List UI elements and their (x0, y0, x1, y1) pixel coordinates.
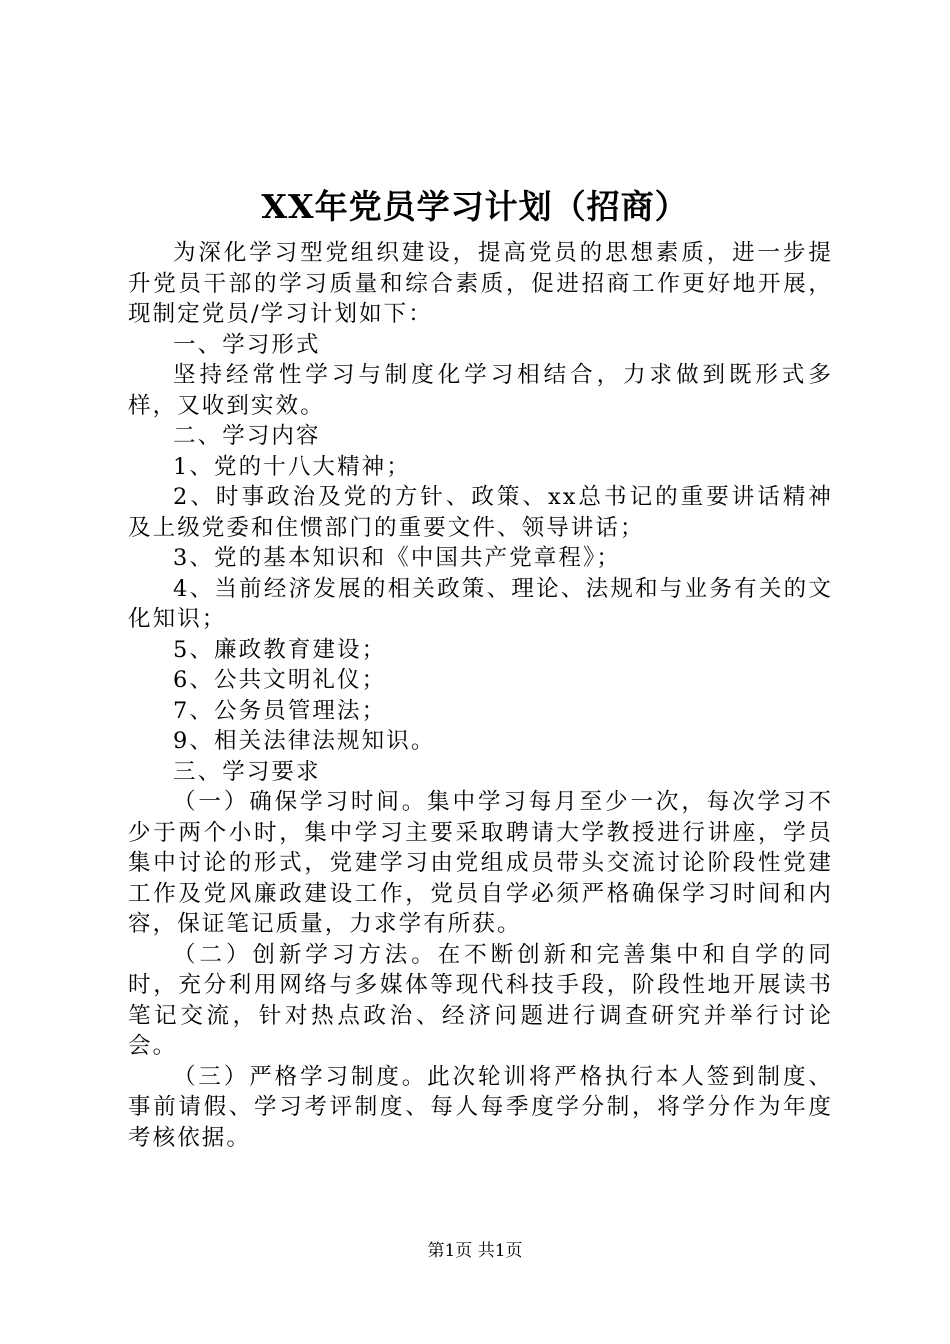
form-paragraph: 坚持经常性学习与制度化学习相结合，力求做到既形式多样，又收到实效。 (128, 362, 833, 419)
content-item-3: 3、党的基本知识和《中国共产党章程》； (173, 545, 621, 571)
section-heading-content: 二、学习内容 (173, 423, 321, 449)
content-item-6: 6、公共文明礼仪； (173, 667, 387, 693)
content-item-1: 1、党的十八大精神； (173, 453, 411, 480)
requirement-2-paragraph: （二）创新学习方法。在不断创新和完善集中和自学的同时，充分利用网络与多媒体等现代科技手段，阶段性地开展读书笔记交流，针对热点政治、经济问题进行调查研究并举行讨论会。 (128, 941, 833, 1059)
intro-paragraph: 为深化学习型党组织建设，提高党员的思想素质，进一步提升党员干部的学习质量和综合素质，促进招商工作更好地开展，现制定党员/学习计划如下： (128, 240, 833, 327)
content-item-4: 4、当前经济发展的相关政策、理论、法规和与业务有关的文化知识； (128, 575, 833, 632)
content-item-5: 5、廉政教育建设； (173, 636, 387, 663)
page-number-footer: 第1页 共1页 (427, 1241, 523, 1261)
section-heading-requirements: 三、学习要求 (173, 758, 321, 785)
content-item-2: 2、时事政治及党的方针、政策、xx总书记的重要讲话精神及上级党委和住惯部门的重要文件、领导讲话； (128, 484, 833, 541)
requirement-3-paragraph: （三）严格学习制度。此次轮训将严格执行本人签到制度、事前请假、学习考评制度、每人每季度学分制，将学分作为年度考核依据。 (128, 1063, 833, 1151)
document-body (128, 238, 833, 1153)
content-item-7: 7、公务员管理法； (173, 697, 387, 724)
requirement-1-paragraph: （一）确保学习时间。集中学习每月至少一次，每次学习不少于两个小时，集中学习主要采取聘请大学教授进行讲座，学员集中讨论的形式，党建学习由党组成员带头交流讨论阶段性党建工作及党风廉政建设工作，党员自学必须严格确保学习时间和内容，保证笔记质量，力求学有所获。 (128, 789, 833, 937)
document-title: XX年党员学习计划（招商） (261, 187, 689, 226)
content-item-9: 9、相关法律法规知识。 (173, 728, 436, 754)
section-heading-form: 一、学习形式 (173, 331, 321, 358)
